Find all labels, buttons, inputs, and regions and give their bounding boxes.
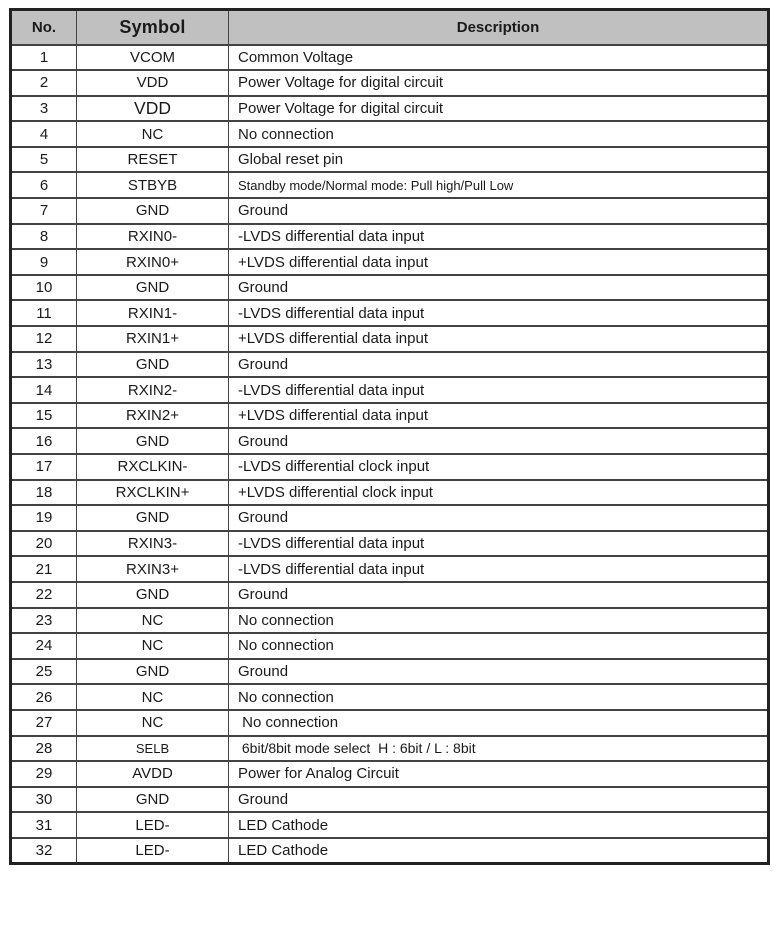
pin-number-cell: 1: [11, 45, 77, 71]
pin-number-cell: 11: [11, 300, 77, 326]
pin-description-cell: Ground: [229, 275, 769, 301]
pin-description-cell: +LVDS differential data input: [229, 403, 769, 429]
pin-description-cell: Ground: [229, 787, 769, 813]
pin-description-cell: No connection: [229, 710, 769, 736]
table-row: [11, 787, 769, 813]
table-row: [11, 224, 769, 250]
pin-number-cell: 26: [11, 684, 77, 710]
pin-number-cell: 27: [11, 710, 77, 736]
pin-number-cell: 22: [11, 582, 77, 608]
pin-symbol-cell: RESET: [77, 147, 229, 173]
pin-description-cell: No connection: [229, 633, 769, 659]
table-row: [11, 96, 769, 122]
pin-number-cell: 12: [11, 326, 77, 352]
table-row: [11, 403, 769, 429]
table-row: [11, 121, 769, 147]
pin-description-cell: -LVDS differential data input: [229, 224, 769, 250]
pin-number-cell: 29: [11, 761, 77, 787]
pin-description-cell: No connection: [229, 608, 769, 634]
pin-description-cell: Power Voltage for digital circuit: [229, 96, 769, 122]
pin-symbol-cell: GND: [77, 428, 229, 454]
table-row: [11, 608, 769, 634]
pin-number-cell: 10: [11, 275, 77, 301]
table-row: [11, 45, 769, 71]
table-row: [11, 300, 769, 326]
pin-number-cell: 9: [11, 249, 77, 275]
pin-number-cell: 18: [11, 480, 77, 506]
pin-symbol-cell: RXIN3-: [77, 531, 229, 557]
pin-description-cell: Ground: [229, 428, 769, 454]
pin-number-cell: 6: [11, 172, 77, 198]
pin-description-cell: Global reset pin: [229, 147, 769, 173]
pin-symbol-cell: RXIN3+: [77, 556, 229, 582]
table-row: [11, 249, 769, 275]
pin-symbol-cell: RXIN2-: [77, 377, 229, 403]
pin-description-cell: No connection: [229, 684, 769, 710]
pin-number-cell: 30: [11, 787, 77, 813]
pin-description-cell: Standby mode/Normal mode: Pull high/Pull Low: [229, 172, 769, 198]
table-row: [11, 659, 769, 685]
header-cell-no: No.: [11, 10, 77, 45]
pin-symbol-cell: NC: [77, 608, 229, 634]
table-row: [11, 838, 769, 864]
table-row: [11, 198, 769, 224]
pin-number-cell: 8: [11, 224, 77, 250]
table-row: [11, 454, 769, 480]
table-row: [11, 377, 769, 403]
pin-number-cell: 24: [11, 633, 77, 659]
pin-description-cell: Common Voltage: [229, 45, 769, 71]
table-row: [11, 352, 769, 378]
pin-description-cell: LED Cathode: [229, 812, 769, 838]
pin-description-cell: -LVDS differential clock input: [229, 454, 769, 480]
pin-number-cell: 28: [11, 736, 77, 762]
pin-symbol-cell: GND: [77, 659, 229, 685]
pin-symbol-cell: RXIN1+: [77, 326, 229, 352]
pin-number-cell: 31: [11, 812, 77, 838]
table-row: [11, 531, 769, 557]
pin-symbol-cell: SELB: [77, 736, 229, 762]
pin-symbol-cell: GND: [77, 582, 229, 608]
pin-number-cell: 5: [11, 147, 77, 173]
pin-symbol-cell: RXIN0-: [77, 224, 229, 250]
pin-symbol-cell: GND: [77, 787, 229, 813]
pin-description-cell: Power for Analog Circuit: [229, 761, 769, 787]
pin-symbol-cell: RXCLKIN-: [77, 454, 229, 480]
pin-symbol-cell: RXCLKIN+: [77, 480, 229, 506]
pin-symbol-cell: GND: [77, 352, 229, 378]
table-row: [11, 684, 769, 710]
pin-number-cell: 14: [11, 377, 77, 403]
pin-symbol-cell: GND: [77, 198, 229, 224]
pin-number-cell: 25: [11, 659, 77, 685]
pin-description-table: [9, 8, 770, 865]
pin-description-cell: +LVDS differential data input: [229, 249, 769, 275]
pin-description-cell: Ground: [229, 659, 769, 685]
pin-description-cell: +LVDS differential data input: [229, 326, 769, 352]
table-row: [11, 172, 769, 198]
pin-number-cell: 13: [11, 352, 77, 378]
header-row: [11, 10, 769, 45]
pin-symbol-cell: NC: [77, 684, 229, 710]
pin-description-cell: -LVDS differential data input: [229, 531, 769, 557]
pin-number-cell: 17: [11, 454, 77, 480]
pin-symbol-cell: NC: [77, 633, 229, 659]
pin-description-cell: Ground: [229, 198, 769, 224]
pin-number-cell: 4: [11, 121, 77, 147]
pin-number-cell: 7: [11, 198, 77, 224]
pin-table-body: [11, 45, 769, 864]
pin-number-cell: 20: [11, 531, 77, 557]
table-row: [11, 761, 769, 787]
pin-description-cell: -LVDS differential data input: [229, 300, 769, 326]
pin-symbol-cell: GND: [77, 275, 229, 301]
pin-number-cell: 23: [11, 608, 77, 634]
table-header: [11, 10, 769, 45]
pin-number-cell: 19: [11, 505, 77, 531]
table-row: [11, 582, 769, 608]
pin-symbol-cell: VCOM: [77, 45, 229, 71]
pin-number-cell: 21: [11, 556, 77, 582]
pin-description-cell: +LVDS differential clock input: [229, 480, 769, 506]
table-row: [11, 556, 769, 582]
pin-description-cell: Power Voltage for digital circuit: [229, 70, 769, 96]
pin-description-cell: Ground: [229, 582, 769, 608]
pin-symbol-cell: RXIN1-: [77, 300, 229, 326]
pin-description-cell: Ground: [229, 505, 769, 531]
pin-description-cell: Ground: [229, 352, 769, 378]
pin-number-cell: 15: [11, 403, 77, 429]
pin-number-cell: 2: [11, 70, 77, 96]
table-row: [11, 326, 769, 352]
pin-symbol-cell: VDD: [77, 96, 229, 122]
pin-number-cell: 3: [11, 96, 77, 122]
pin-symbol-cell: GND: [77, 505, 229, 531]
pin-description-cell: 6bit/8bit mode select H : 6bit / L : 8bit: [229, 736, 769, 762]
pin-number-cell: 32: [11, 838, 77, 864]
pin-symbol-cell: AVDD: [77, 761, 229, 787]
pin-symbol-cell: RXIN2+: [77, 403, 229, 429]
pin-symbol-cell: LED-: [77, 812, 229, 838]
pin-symbol-cell: LED-: [77, 838, 229, 864]
table-row: [11, 736, 769, 762]
pin-symbol-cell: STBYB: [77, 172, 229, 198]
header-cell-symbol: Symbol: [77, 10, 229, 45]
pin-description-cell: -LVDS differential data input: [229, 556, 769, 582]
table-row: [11, 633, 769, 659]
pin-description-cell: -LVDS differential data input: [229, 377, 769, 403]
pin-symbol-cell: NC: [77, 121, 229, 147]
table-row: [11, 275, 769, 301]
pin-symbol-cell: NC: [77, 710, 229, 736]
pin-symbol-cell: RXIN0+: [77, 249, 229, 275]
pin-description-cell: LED Cathode: [229, 838, 769, 864]
table-row: [11, 812, 769, 838]
table-row: [11, 710, 769, 736]
table-row: [11, 70, 769, 96]
table-row: [11, 147, 769, 173]
table-row: [11, 505, 769, 531]
pin-description-cell: No connection: [229, 121, 769, 147]
pin-symbol-cell: VDD: [77, 70, 229, 96]
header-cell-description: Description: [229, 10, 769, 45]
table-row: [11, 428, 769, 454]
table-row: [11, 480, 769, 506]
pin-number-cell: 16: [11, 428, 77, 454]
